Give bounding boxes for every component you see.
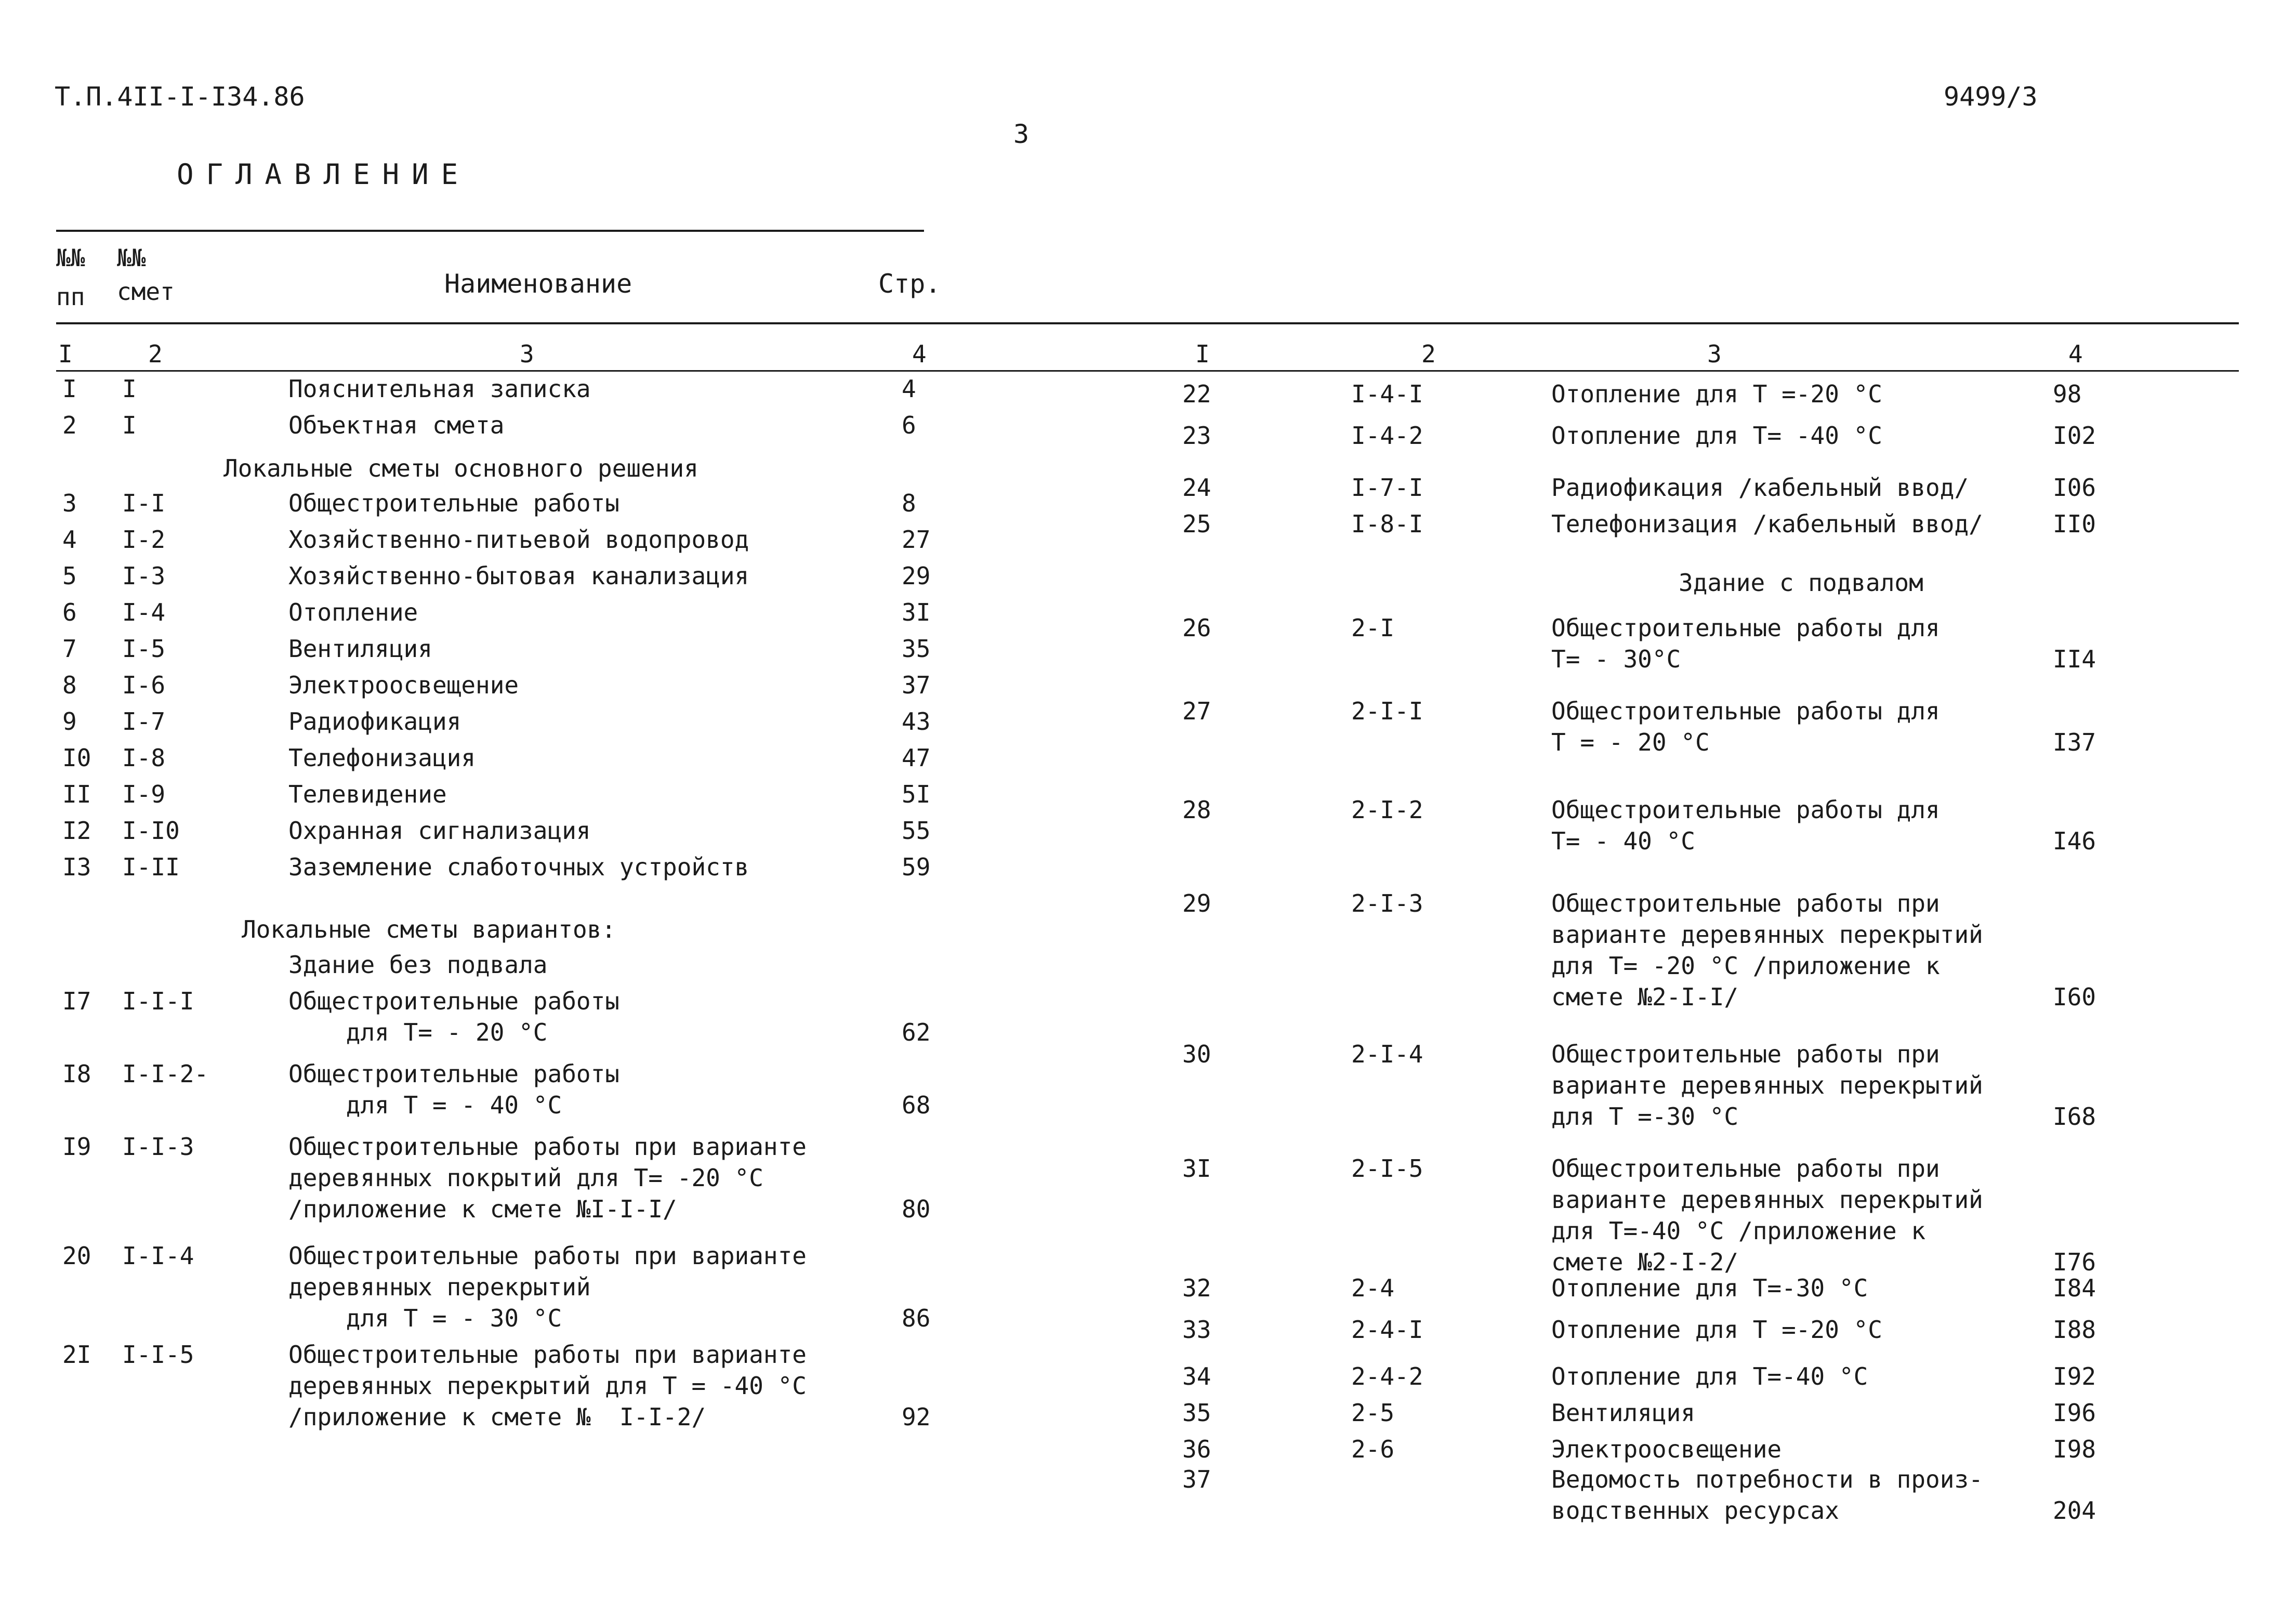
entry-title: смете №2-I-2/ bbox=[1551, 1248, 1739, 1276]
estimate-code: 2-I-I bbox=[1351, 697, 1423, 725]
section-title-no-basement: Здание без подвала bbox=[288, 951, 548, 979]
estimate-code: I-9 bbox=[122, 780, 166, 808]
entry-number: 7 bbox=[62, 635, 77, 663]
entry-title: Общестроительные работы при bbox=[1551, 1154, 1940, 1183]
entry-number: 6 bbox=[62, 598, 77, 626]
entry-number: 23 bbox=[1182, 422, 1211, 450]
entry-number: 25 bbox=[1182, 510, 1211, 538]
entry-page: I98 bbox=[2053, 1435, 2096, 1463]
entry-title: Общестроительные работы bbox=[288, 1060, 619, 1088]
entry-number: II bbox=[62, 780, 91, 808]
entry-page: 62 bbox=[902, 1018, 931, 1046]
estimate-code: I-I-I bbox=[122, 987, 194, 1015]
entry-page: 27 bbox=[902, 526, 931, 554]
entry-title: варианте деревянных перекрытий bbox=[1551, 1186, 1983, 1214]
colnum-4-right: 4 bbox=[2068, 340, 2083, 368]
entry-title: деревянных покрытий для Т= -20 °С bbox=[288, 1164, 763, 1192]
colnum-2-right: 2 bbox=[1421, 340, 1436, 368]
estimate-code: I-3 bbox=[122, 562, 166, 590]
entry-title: Заземление слаботочных устройств bbox=[288, 853, 749, 881]
entry-title: варианте деревянных перекрытий bbox=[1551, 921, 1983, 949]
entry-number: 26 bbox=[1182, 614, 1211, 642]
estimate-code: I-4 bbox=[122, 598, 166, 626]
entry-title: Общестроительные работы для bbox=[1551, 697, 1940, 725]
header-mid-rule bbox=[56, 322, 2239, 324]
estimate-code: I-II bbox=[122, 853, 180, 881]
header-col1-line1: №№ bbox=[56, 244, 85, 272]
header-col1-line2: пп bbox=[56, 283, 85, 311]
header-top-rule bbox=[56, 230, 924, 232]
entry-number: I3 bbox=[62, 853, 91, 881]
entry-number: 35 bbox=[1182, 1399, 1211, 1427]
entry-title: Т= - 40 °С bbox=[1551, 827, 1695, 855]
entry-number: 9 bbox=[62, 707, 77, 736]
estimate-code: 2-4 bbox=[1351, 1274, 1395, 1302]
entry-number: 8 bbox=[62, 671, 77, 699]
entry-page: 29 bbox=[902, 562, 931, 590]
estimate-code: 2-I-4 bbox=[1351, 1040, 1423, 1068]
entry-page: 55 bbox=[902, 817, 931, 845]
entry-page: I37 bbox=[2053, 728, 2096, 756]
entry-page: I88 bbox=[2053, 1316, 2096, 1344]
entry-page: I68 bbox=[2053, 1102, 2096, 1131]
estimate-code: 2-5 bbox=[1351, 1399, 1395, 1427]
entry-number: 32 bbox=[1182, 1274, 1211, 1302]
estimate-code: I-I bbox=[122, 489, 166, 517]
page-title: ОГЛАВЛЕНИЕ bbox=[177, 158, 471, 191]
entry-page: 68 bbox=[902, 1091, 931, 1119]
estimate-code: 2-4-I bbox=[1351, 1316, 1423, 1344]
entry-page: 98 bbox=[2053, 380, 2082, 408]
entry-number: 24 bbox=[1182, 474, 1211, 502]
entry-page: I06 bbox=[2053, 474, 2096, 502]
entry-page: I02 bbox=[2053, 422, 2096, 450]
entry-page: I76 bbox=[2053, 1248, 2096, 1276]
entry-title: для Т= -20 °С /приложение к bbox=[1551, 952, 1940, 980]
estimate-code: 2-4-2 bbox=[1351, 1362, 1423, 1390]
estimate-code: I-2 bbox=[122, 526, 166, 554]
entry-title: варианте деревянных перекрытий bbox=[1551, 1071, 1983, 1099]
entry-number: 36 bbox=[1182, 1435, 1211, 1463]
estimate-code: I-6 bbox=[122, 671, 166, 699]
estimate-code: 2-I-3 bbox=[1351, 889, 1423, 917]
colnum-4-left: 4 bbox=[912, 340, 927, 368]
entry-title: Электроосвещение bbox=[288, 671, 519, 699]
section-title-main: Локальные сметы основного решения bbox=[223, 454, 698, 482]
entry-title: для Т=-40 °С /приложение к bbox=[1551, 1217, 1926, 1245]
estimate-code: 2-I-2 bbox=[1351, 796, 1423, 824]
entry-title: Электроосвещение bbox=[1551, 1435, 1782, 1463]
entry-title: Радиофикация /кабельный ввод/ bbox=[1551, 474, 1969, 502]
colnum-3-right: 3 bbox=[1707, 340, 1722, 368]
estimate-code: 2-I-5 bbox=[1351, 1154, 1423, 1183]
entry-title: Телевидение bbox=[288, 780, 447, 808]
entry-title: деревянных перекрытий bbox=[288, 1273, 591, 1301]
entry-page: 80 bbox=[902, 1195, 931, 1223]
document-number: 9499/3 bbox=[1944, 82, 2038, 112]
entry-page: I46 bbox=[2053, 827, 2096, 855]
colnum-2-left: 2 bbox=[148, 340, 163, 368]
entry-number: 34 bbox=[1182, 1362, 1211, 1390]
estimate-code: I-7-I bbox=[1351, 474, 1423, 502]
entry-title: Т= - 30°С bbox=[1551, 645, 1681, 673]
document-code: Т.П.4II-I-I34.86 bbox=[55, 82, 305, 112]
entry-number: I9 bbox=[62, 1133, 91, 1161]
entry-page: 92 bbox=[902, 1403, 931, 1431]
estimate-code: I-I-2- bbox=[122, 1060, 209, 1088]
entry-title: Отопление для Т=-40 °С bbox=[1551, 1362, 1868, 1390]
estimate-code: 2-6 bbox=[1351, 1435, 1395, 1463]
entry-title: Хозяйственно-бытовая канализация bbox=[288, 562, 749, 590]
entry-number: 27 bbox=[1182, 697, 1211, 725]
estimate-code: I bbox=[122, 375, 137, 403]
entry-title: Вентиляция bbox=[288, 635, 432, 663]
entry-title: Объектная смета bbox=[288, 411, 505, 439]
entry-title: Общестроительные работы при варианте bbox=[288, 1341, 807, 1369]
section-title-with-basement: Здание с подвалом bbox=[1679, 569, 1923, 597]
header-col3: Наименование bbox=[444, 269, 632, 299]
entry-number: 2I bbox=[62, 1341, 91, 1369]
entry-title: деревянных перекрытий для Т = -40 °С bbox=[288, 1372, 807, 1400]
estimate-code: I-I-5 bbox=[122, 1341, 194, 1369]
entry-page: II4 bbox=[2053, 645, 2096, 673]
entry-number: 20 bbox=[62, 1242, 91, 1270]
header-col2-line2: смет bbox=[117, 278, 175, 306]
entry-page: 37 bbox=[902, 671, 931, 699]
entry-title: Общестроительные работы при bbox=[1551, 889, 1940, 917]
entry-title: для Т =-30 °С bbox=[1551, 1102, 1739, 1131]
entry-page: 4 bbox=[902, 375, 916, 403]
entry-number: 3 bbox=[62, 489, 77, 517]
estimate-code: I bbox=[122, 411, 137, 439]
entry-title: Общестроительные работы при варианте bbox=[288, 1133, 807, 1161]
entry-number: 30 bbox=[1182, 1040, 1211, 1068]
entry-title: Общестроительные работы bbox=[288, 987, 619, 1015]
entry-title: Отопление для Т= -40 °С bbox=[1551, 422, 1882, 450]
estimate-code: 2-I bbox=[1351, 614, 1395, 642]
estimate-code: I-I-4 bbox=[122, 1242, 194, 1270]
entry-page: 86 bbox=[902, 1304, 931, 1332]
entry-number: 2 bbox=[62, 411, 77, 439]
entry-page: 5I bbox=[902, 780, 931, 808]
entry-title: водственных ресурсах bbox=[1551, 1496, 1839, 1525]
entry-page: I92 bbox=[2053, 1362, 2096, 1390]
entry-number: I2 bbox=[62, 817, 91, 845]
entry-title: Отопление для Т=-30 °С bbox=[1551, 1274, 1868, 1302]
entry-title: Хозяйственно-питьевой водопровод bbox=[288, 526, 749, 554]
entry-page: 43 bbox=[902, 707, 931, 736]
entry-number: 22 bbox=[1182, 380, 1211, 408]
entry-title: Общестроительные работы bbox=[288, 489, 619, 517]
entry-title: Вентиляция bbox=[1551, 1399, 1695, 1427]
entry-page: I60 bbox=[2053, 983, 2096, 1011]
section-title-variants: Локальные сметы вариантов: bbox=[242, 915, 616, 943]
entry-title: Телефонизация bbox=[288, 744, 476, 772]
entry-number: I0 bbox=[62, 744, 91, 772]
page-number: 3 bbox=[1013, 119, 1030, 149]
entry-title: Пояснительная записка bbox=[288, 375, 591, 403]
entry-number: I bbox=[62, 375, 77, 403]
entry-title: Телефонизация /кабельный ввод/ bbox=[1551, 510, 1983, 538]
entry-title: Радиофикация bbox=[288, 707, 461, 736]
entry-title: Ведомость потребности в произ- bbox=[1551, 1465, 1983, 1493]
entry-page: 3I bbox=[902, 598, 931, 626]
entry-number: 4 bbox=[62, 526, 77, 554]
entry-page: 47 bbox=[902, 744, 931, 772]
estimate-code: I-5 bbox=[122, 635, 166, 663]
entry-title: для Т = - 40 °С bbox=[288, 1091, 562, 1119]
entry-title: для Т = - 30 °С bbox=[288, 1304, 562, 1332]
estimate-code: I-I0 bbox=[122, 817, 180, 845]
estimate-code: I-4-I bbox=[1351, 380, 1423, 408]
colnum-1-right: I bbox=[1195, 340, 1210, 368]
colnum-1-left: I bbox=[58, 340, 73, 368]
header-col4: Стр. bbox=[878, 269, 941, 299]
entry-page: 35 bbox=[902, 635, 931, 663]
entry-number: 37 bbox=[1182, 1465, 1211, 1493]
entry-title: /приложение к смете № I-I-2/ bbox=[288, 1403, 706, 1431]
header-col2-line1: №№ bbox=[117, 244, 146, 272]
entry-number: 33 bbox=[1182, 1316, 1211, 1344]
estimate-code: I-8 bbox=[122, 744, 166, 772]
entry-title: Охранная сигнализация bbox=[288, 817, 591, 845]
entry-title: /приложение к смете №I-I-I/ bbox=[288, 1195, 677, 1223]
entry-title: Отопление для Т =-20 °С bbox=[1551, 1316, 1882, 1344]
entry-number: 5 bbox=[62, 562, 77, 590]
entry-page: I96 bbox=[2053, 1399, 2096, 1427]
entry-title: Общестроительные работы для bbox=[1551, 614, 1940, 642]
entry-page: 204 bbox=[2053, 1496, 2096, 1525]
entry-title: Отопление bbox=[288, 598, 418, 626]
column-number-rule bbox=[56, 370, 2239, 372]
entry-title: для Т= - 20 °С bbox=[288, 1018, 548, 1046]
estimate-code: I-I-3 bbox=[122, 1133, 194, 1161]
entry-page: 6 bbox=[902, 411, 916, 439]
entry-number: I7 bbox=[62, 987, 91, 1015]
entry-title: Общестроительные работы при bbox=[1551, 1040, 1940, 1068]
entry-page: 59 bbox=[902, 853, 931, 881]
entry-title: смете №2-I-I/ bbox=[1551, 983, 1739, 1011]
entry-title: Общестроительные работы при варианте bbox=[288, 1242, 807, 1270]
entry-page: 8 bbox=[902, 489, 916, 517]
estimate-code: I-8-I bbox=[1351, 510, 1423, 538]
entry-number: I8 bbox=[62, 1060, 91, 1088]
entry-number: 3I bbox=[1182, 1154, 1211, 1183]
entry-title: Т = - 20 °С bbox=[1551, 728, 1710, 756]
estimate-code: I-4-2 bbox=[1351, 422, 1423, 450]
entry-title: Общестроительные работы для bbox=[1551, 796, 1940, 824]
entry-title: Отопление для Т =-20 °С bbox=[1551, 380, 1882, 408]
estimate-code: I-7 bbox=[122, 707, 166, 736]
entry-page: I84 bbox=[2053, 1274, 2096, 1302]
colnum-3-left: 3 bbox=[520, 340, 534, 368]
entry-number: 29 bbox=[1182, 889, 1211, 917]
entry-page: II0 bbox=[2053, 510, 2096, 538]
entry-number: 28 bbox=[1182, 796, 1211, 824]
